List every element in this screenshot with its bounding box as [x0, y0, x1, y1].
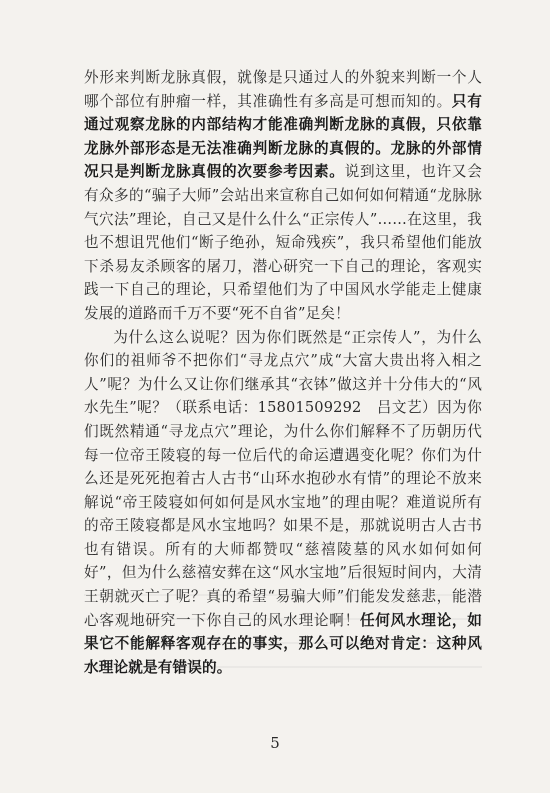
- text-segment: 为什么这么说呢？因为你们既然是“正宗传人”，为什么你们的祖师爷不把你们“寻龙点穴”成“大富大贵出将入相之人”呢？为什么又让你们继承其“衣钵”做这并十分伟大的“风水先生”呢？（联系电话：15801509292 吕文艺）因为你们既然精通“寻龙点穴”理论，为什么你们解释不了历朝历代每一位帝王陵寝的每一位后代的命运遭遇变化呢？你们为什么还是死死抱着古人古书“山环水抱砂水有情”的理论不放来解说“帝王陵寝如何如何是风水宝地”的理由呢？难道说所有的帝王陵寝都是风水宝地吗？如果不是，那就说明古人古书也有错误。所有的大师都赞叹“慈禧陵墓的风水如何如何好”，但为什么慈禧安葬在这“风水宝地”后很短时间内，大清王朝就灭亡了呢？真的希望“易骗大师”们能发发慈悲，能潜心客观地研究一下你自己的风水理论啊！: [84, 328, 482, 629]
- text-segment: 说到这里，也许又会有众多的“骗子大师”会站出来宣称自己如何如何精通“龙脉脉气穴法”理论，自己又是什么什么“正宗传人”……在这里，我也不想诅咒他们“断子绝孙，短命残疾”，我只希望他们能放下杀易友杀顾客的屠刀，潜心研究一下自己的理论，客观实践一下自己的理论，只希望他们为了中国风水学能走上健康发展的道路而千万不要“死不自省”足矣！: [84, 163, 482, 322]
- bold-text-segment: 任何风水理论，如果它不能解释客观存在的事实，那么可以绝对肯定：这种风水理论就是有错误的。: [84, 611, 483, 676]
- bleed-through-shadow: [84, 580, 482, 690]
- text-segment: 外形来判断龙脉真假，就像是只通过人的外貌来判断一个人哪个部位有肿瘤一样，其准确性有多高是可想而知的。: [84, 69, 482, 110]
- paragraph-1: [84, 66, 482, 326]
- bold-text-segment: 只有通过观察龙脉的内部结构才能准确判断龙脉的真假，只依靠龙脉外部形态是无法准确判断龙脉的真假的。龙脉的外部情况只是判断龙脉真假的次要参考因素。: [84, 92, 482, 181]
- page-number: 5: [270, 734, 280, 752]
